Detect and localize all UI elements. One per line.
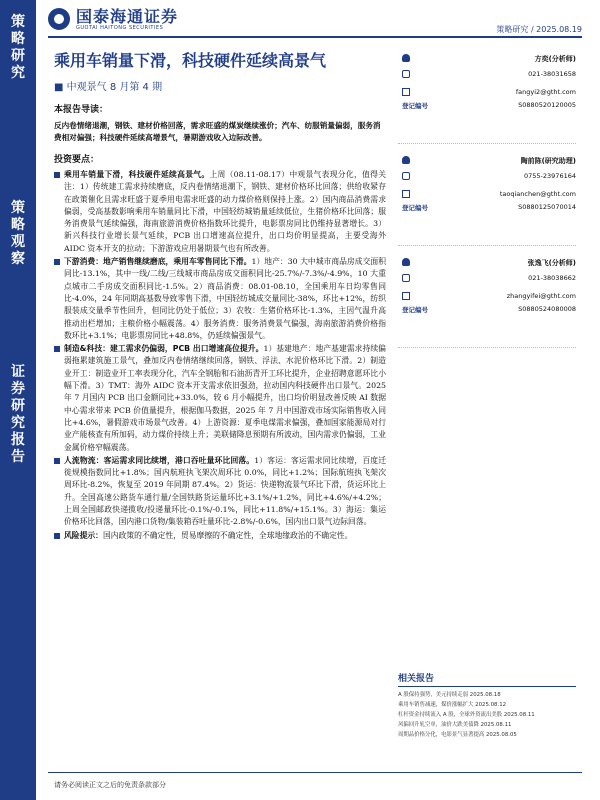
related-report-link[interactable]: 杠杆资金持续流入 A 股，全球外资流出美股 2025.08.11 xyxy=(398,712,535,718)
author-name: 方奕(分析师) xyxy=(534,55,576,63)
logo-name-en: GUOTAI HAITONG SECURITIES xyxy=(76,24,164,31)
mail-icon xyxy=(402,88,410,96)
author-phone: 0755-23976164 xyxy=(524,172,576,180)
related-reports-list xyxy=(398,690,578,740)
guide-heading: 本报告导读： xyxy=(54,105,109,115)
phone-icon xyxy=(402,274,410,282)
author-license: S0880520120005 xyxy=(518,101,576,109)
header-divider xyxy=(48,36,582,38)
guide-text: 反内卷情绪退潮，钢铁、建材价格回落，需求旺盛的煤炭继续涨价；汽车、纺服销量偏弱，服务消费相对偏强；科技硬件延续高增景气，暑期游戏收入边际改善。 xyxy=(54,120,381,142)
related-reports-heading: 相关报告 xyxy=(398,674,435,684)
related-divider xyxy=(398,686,576,687)
author-license: S0880125070014 xyxy=(518,203,576,211)
license-label: 登记编号 xyxy=(402,102,428,110)
author-license: S0880524080008 xyxy=(518,305,576,313)
related-report-link[interactable]: 乘用车销售减速，煤价涨幅扩大 2025.08.12 xyxy=(398,702,507,708)
related-report-link[interactable]: 风偏回升轧空单，油价大跌美债降 2025.08.11 xyxy=(398,722,512,728)
related-report-link[interactable]: 周期品价格分化，电影景气显著提高 2025.08.05 xyxy=(398,732,517,738)
author-card xyxy=(398,152,576,246)
summary-bullet: 风险提示：国内政策的不确定性，贸易摩擦的不确定性，全球地缘政治的不确定性。 xyxy=(54,530,386,542)
mail-icon xyxy=(402,292,410,300)
author-email[interactable]: taoqianchen@gtht.com xyxy=(499,190,576,198)
user-icon xyxy=(402,258,410,266)
footer-disclaimer: 请务必阅读正文之后的免责条款部分 xyxy=(54,781,166,789)
sidebar-label-securities-report: 证 券 研 究 报 告 xyxy=(11,364,25,465)
author-phone: 021-38038662 xyxy=(528,274,576,282)
author-card xyxy=(398,50,576,144)
summary-bullet: 人流物流：客运需求同比续增，港口吞吐量环比回落。1）客运：客运需求同比续增，百度迁徙规模指数同比+1.8%；国内航班执飞架次周环比 0.0%，同比+1.2%；国际航班执飞架次周环比-8.2%，恢复至 2019 年同期 87.4%。2）货运：快递物流景气环比下滑，货运环比上升。全国高速公路货车通行量/全国铁路货运量环比+3.1%/+1.2%，同比+4.6%/+4.2%；上周全国邮政快递揽收/投递量环比-0.1%/-0.1%，同比+11.8%/+15.1%。3）海运：集运价格环比回落，国内港口货物/集装箱吞吐量环比-2.8%/-0.6%，国内出口景气边际回落。 xyxy=(54,455,386,529)
main-body xyxy=(54,104,386,543)
author-name: 张逸飞(分析师) xyxy=(527,259,576,267)
footer-divider xyxy=(48,772,582,773)
summary-bullet: 制造&科技：建工需求仍偏弱，PCB 出口增速高位提升。1）基建地产：地产基建需求持续偏弱拖累建筑施工景气，叠加反内卷情绪继续回落，钢铁、浮法、水泥价格环比下滑。2）制造业开工：制造业开工率表现分化，汽车全钢胎和石油沥青开工环比提升，企业招聘意愿环比小幅下滑。3）TMT：海外 AIDC 资本开支需求依旧强劲，拉动国内科技硬件出口景气。2025 年 7 月国内 PCB 出口金额同比+33.0%，较 6 月小幅提升，出口均价明显改善反映 AI 数据中心需求带来 PCB 价值量提升，根据伽马数据，2025 年 7 月中国游戏市场实际销售收入同比+4.6%，暑假游戏市场景气改善。4）上游资源：夏季电煤需求偏强，叠加国家能源局对行业产能核查有所加码，动力煤价持续上升；美联储降息预期有所波动，国内需求仍偏弱，工业金属价格窄幅震荡。 xyxy=(54,343,386,454)
summary-bullet: 乘用车销量下滑，科技硬件延续高景气。上周（08.11-08.17）中观景气表现分化，值得关注：1）传统建工需求持续磨底，反内卷情绪退潮下，钢铁、建材价格环比回落；供给收紧存在政策催化且需求旺盛于夏季用电需求旺盛的动力煤价格则保持上涨。2）国内商品消费需求偏弱，受高基数影响乘用车销量同比下滑，中国轻纺城销量延续低位，生猪价格环比回落；服务消费景气延续偏强，海南旅游消费价格指数环比提升，电影票房同比仍维持显著增长。3）新兴科技行业增长景气延续，PCB 出口增速高位提升，出口均价明显提高，主要受海外 AIDC 资本开支的拉动；下游游戏应用暑期景气也有所改善。 xyxy=(54,169,386,255)
sidebar-label-strategy-research: 策 略 研 究 xyxy=(11,14,25,81)
header-meta: 策略研究 / 2025.08.19 xyxy=(496,25,582,34)
user-icon xyxy=(402,156,410,164)
author-panel xyxy=(398,50,576,356)
left-sidebar xyxy=(0,0,36,800)
logo-mark-icon xyxy=(48,8,70,30)
mail-icon xyxy=(402,190,410,198)
phone-icon xyxy=(402,70,410,78)
user-icon xyxy=(402,54,410,62)
summary-bullet: 下游消费：地产销售继续磨底，乘用车零售同比下滑。1）地产：30 大中城市商品房成交面积同比-13.1%，其中一线/二线/三线城市商品房成交面积同比-25.7%/-7.3%/-4.9%，10 大重点城市二手房成交面积同比-1.5%。2）商品消费：08.01-08.10，全国乘用车日均零售同比-4.0%，24 年同期高基数导致零售下滑，中国轻纺城成交量同比-38%，环比+12%，纺织服装成交量季节性回升，但同比仍处于低位；3）农牧：生猪价格环比-1.3%，主因气温升高推动出栏增加；主粮价格小幅震荡。4）服务消费：服务消费景气偏强，海南旅游消费价格指数环比+3.1%；电影票房同比+48.8%，仍延续偏强景气。 xyxy=(54,256,386,342)
summary-heading: 投资要点： xyxy=(54,154,100,165)
sidebar-label-strategy-observation: 策 略 观 察 xyxy=(11,200,25,267)
author-phone: 021-38031658 xyxy=(528,70,576,78)
author-card xyxy=(398,254,576,348)
license-label: 登记编号 xyxy=(402,306,428,314)
author-name: 陶前陈(研究助理) xyxy=(520,157,576,165)
report-subtitle: ■ 中观景气 8 月第 4 期 xyxy=(54,78,162,93)
author-email[interactable]: fangyi2@gtht.com xyxy=(515,88,576,96)
logo-name-cn: 国泰海通证券 xyxy=(76,6,179,26)
report-title: 乘用车销量下滑，科技硬件延续高景气 xyxy=(54,51,327,70)
author-email[interactable]: zhangyifei@gtht.com xyxy=(506,292,576,300)
phone-icon xyxy=(402,172,410,180)
related-report-link[interactable]: A 股保持强势，美元持续走弱 2025.08.18 xyxy=(398,692,501,698)
license-label: 登记编号 xyxy=(402,204,428,212)
company-logo xyxy=(48,6,178,32)
